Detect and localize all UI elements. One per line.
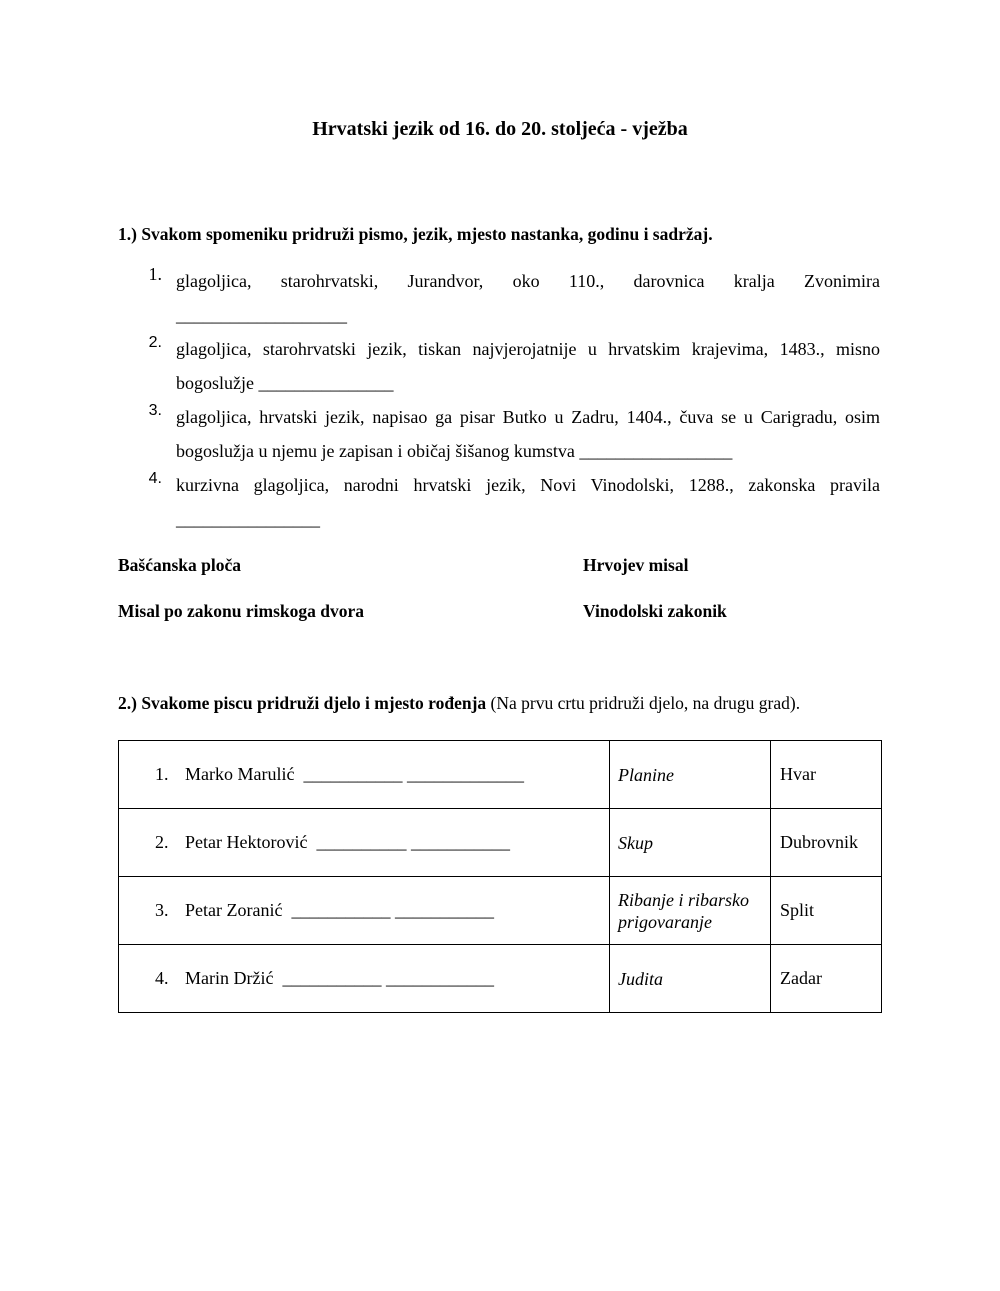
- row-number: 3.: [155, 900, 169, 920]
- list-item-number: 2.: [148, 334, 162, 351]
- work-option[interactable]: [610, 741, 771, 809]
- writer-name: Marko Marulić: [185, 764, 295, 784]
- row-number: 2.: [155, 832, 169, 852]
- list-item-text: [176, 468, 880, 536]
- option-misal-rimskoga-dvora[interactable]: Misal po zakonu rimskoga dvora: [118, 601, 364, 621]
- writer-name: Petar Hektorović: [185, 832, 308, 852]
- writer-cell: [119, 877, 610, 945]
- table-row: [119, 877, 882, 945]
- work-option[interactable]: [610, 809, 771, 877]
- city-name: Hvar: [780, 764, 816, 784]
- work-option[interactable]: [610, 945, 771, 1013]
- table-row: [119, 945, 882, 1013]
- writer-cell: [119, 945, 610, 1013]
- city-name: Dubrovnik: [780, 832, 858, 852]
- list-item-number: 1.: [148, 264, 162, 284]
- writers-table: [118, 740, 882, 1013]
- list-item-text: [176, 264, 880, 332]
- city-name: Zadar: [780, 968, 822, 988]
- city-option[interactable]: [771, 809, 882, 877]
- work-option[interactable]: [610, 877, 771, 945]
- city-option[interactable]: [771, 741, 882, 809]
- row-number: 1.: [155, 764, 169, 784]
- option-bascanska-ploca[interactable]: Bašćanska ploča: [118, 555, 242, 575]
- list-item-number: 3.: [148, 402, 162, 419]
- row-number: 4.: [155, 968, 169, 988]
- answer-blanks[interactable]: ___________ ___________: [291, 900, 494, 920]
- list-item-text: [176, 400, 880, 468]
- list-item-text: [176, 332, 880, 400]
- list-item-line: glagoljica, hrvatski jezik, napisao ga pisar Butko u Zadru, 1404., čuva se u Carigradu, osim: [176, 407, 880, 427]
- writer-name: Marin Držić: [185, 968, 274, 988]
- answer-blanks[interactable]: ___________ ____________: [282, 968, 494, 988]
- writer-cell: [119, 809, 610, 877]
- work-title: Judita: [618, 968, 663, 989]
- answer-blank[interactable]: bogoslužje _______________: [176, 373, 394, 393]
- option-vinodolski-zakonik[interactable]: Vinodolski zakonik: [583, 601, 727, 621]
- answer-blank[interactable]: bogoslužja u njemu je zapisan i običaj šišanog kumstva _________________: [176, 441, 733, 461]
- city-name: Split: [780, 900, 815, 920]
- writer-name: Petar Zoranić: [185, 900, 283, 920]
- answer-blank[interactable]: ________________: [176, 509, 320, 529]
- list-item-line: glagoljica, starohrvatski, Jurandvor, oko 110., darovnica kralja Zvonimira: [176, 271, 880, 291]
- work-title: Skup: [618, 832, 653, 853]
- option-hrvojev-misal[interactable]: Hrvojev misal: [583, 555, 689, 575]
- answer-blanks[interactable]: __________ ___________: [316, 832, 510, 852]
- work-title: Ribanje i ribarsko prigovaranje: [618, 889, 749, 932]
- question-2-heading: [118, 693, 800, 714]
- list-item-line: kurzivna glagoljica, narodni hrvatski jezik, Novi Vinodolski, 1288., zakonska pravila: [176, 475, 880, 495]
- list-item-line: glagoljica, starohrvatski jezik, tiskan najvjerojatnije u hrvatskim krajevima, 1483., misno: [176, 339, 880, 359]
- table-row: [119, 741, 882, 809]
- writer-cell: [119, 741, 610, 809]
- page-title: Hrvatski jezik od 16. do 20. stoljeća - vježba: [312, 118, 688, 140]
- answer-blank[interactable]: ___________________: [176, 305, 347, 325]
- city-option[interactable]: [771, 945, 882, 1013]
- question-1-heading: 1.) Svakom spomeniku pridruži pismo, jezik, mjesto nastanka, godinu i sadržaj.: [118, 224, 713, 244]
- work-title: Planine: [618, 764, 674, 785]
- question-2-heading-note: (Na prvu crtu pridruži djelo, na drugu grad).: [486, 693, 801, 713]
- question-2-heading-bold: 2.) Svakome piscu pridruži djelo i mjesto rođenja: [118, 693, 487, 713]
- answer-blanks[interactable]: ___________ _____________: [303, 764, 524, 784]
- list-item-number: 4.: [148, 470, 162, 487]
- city-option[interactable]: [771, 877, 882, 945]
- table-row: [119, 809, 882, 877]
